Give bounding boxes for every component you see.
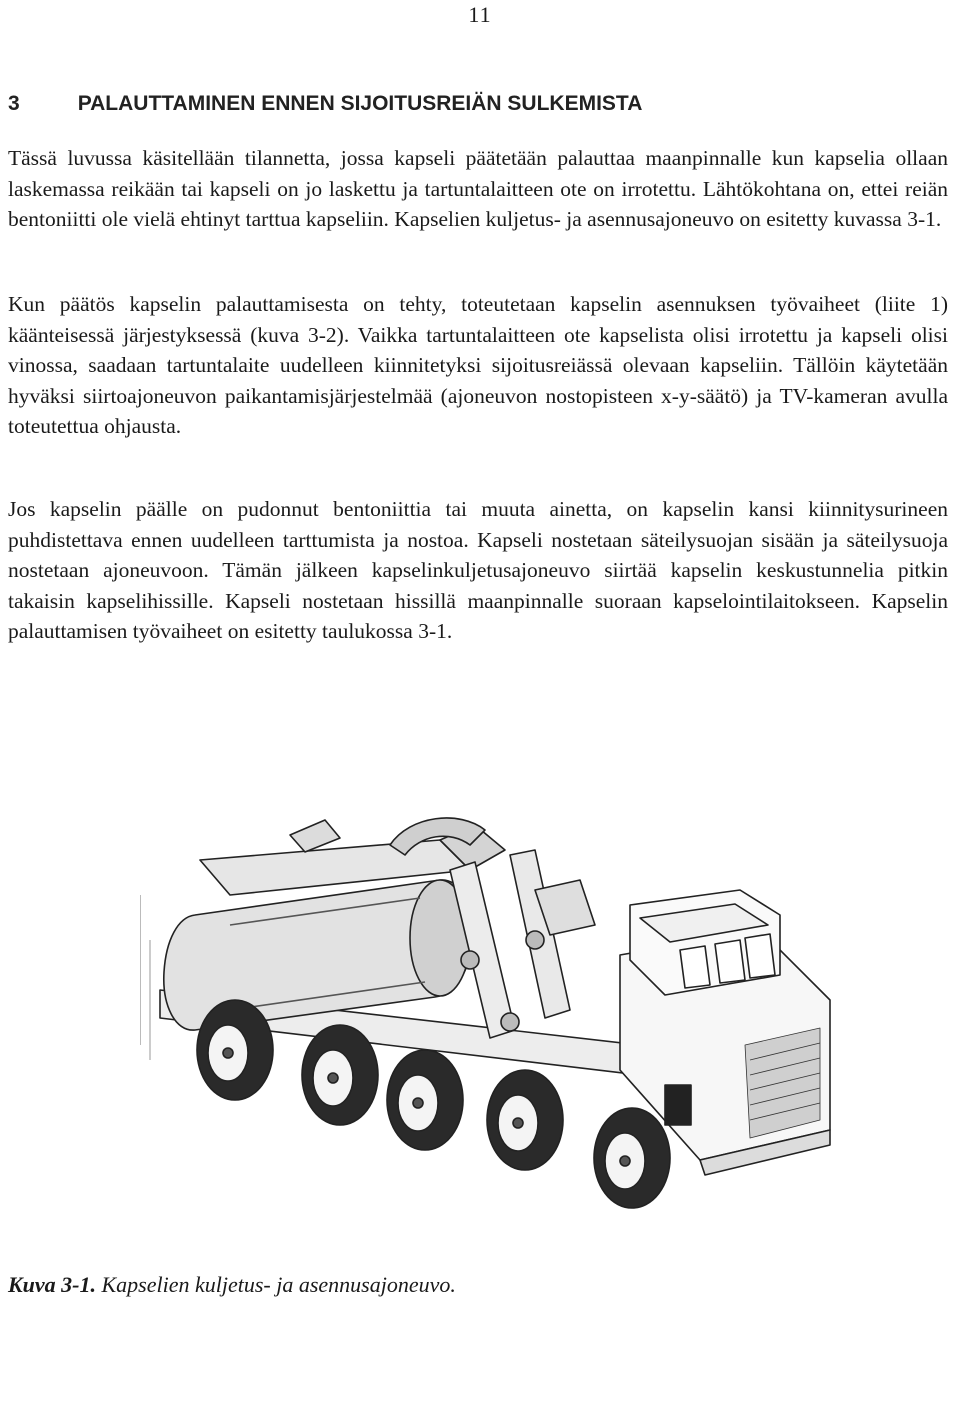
caption-label: Kuva 3-1.	[8, 1272, 96, 1297]
page-number: 11	[468, 2, 492, 27]
paragraph-intro: Tässä luvussa käsitellään tilannetta, jossa kapseli päätetään palauttaa maanpinnalle kun kapselia ollaan laskemassa reikään tai kapseli on jo laskettu ja tartuntalaitteen ote on irrotettu. Lähtökohtana on, ettei reiän bentoniitti ole vielä ehtinyt tarttua kapseliin. Kapselien kuljetus- ja asennusajoneuvo on esitetty kuvassa 3-1.	[8, 146, 948, 231]
vehicle-figure	[140, 800, 840, 1240]
paragraph-reverse-steps: Kun päätös kapselin palauttamisesta on tehty, toteutetaan kapselin asennuksen työvaiheet (liite 1) käänteisessä järjestyksessä (kuva 3-2). Vaikka tartuntalaitteen ote kapselista olisi irrotettu ja kapseli olisi vinossa, saadaan tartuntalaite uudelleen kiinnitetyksi sijoitusreiässä olevaan kapseliin. Tällöin käytetään hyväksi siirtoajoneuvon paikantamisjärjestelmää (ajoneuvon nostopisteen x-y-säätö) ja TV-kameran avulla toteutettua ohjausta.	[8, 292, 948, 438]
section-number: 3	[8, 92, 20, 115]
figure-caption	[8, 1272, 456, 1298]
paragraph-cleaning: Jos kapselin päälle on pudonnut bentoniittia tai muuta ainetta, on kapselin kansi kiinnitysurineen puhdistettava ennen uudelleen tarttumista ja nostoa. Kapseli nostetaan säteilysuojan sisään ja säteilysuoja nostetaan ajoneuvoon. Tämän jälkeen kapselinkuljetusajoneuvo siirtää kapselin keskustunnelia pitkin takaisin kapselihissille. Kapseli nostetaan hissillä maanpinnalle suoraan kapselointilaitokseen. Kapselin palauttamisen työvaiheet on esitetty taulukossa 3-1.	[8, 497, 948, 643]
capsule-transport-vehicle-illustration	[140, 800, 840, 1240]
caption-text: Kapselien kuljetus- ja asennusajoneuvo.	[96, 1272, 456, 1297]
section-heading	[8, 92, 948, 116]
section-title: PALAUTTAMINEN ENNEN SIJOITUSREIÄN SULKEMISTA	[77, 92, 643, 115]
